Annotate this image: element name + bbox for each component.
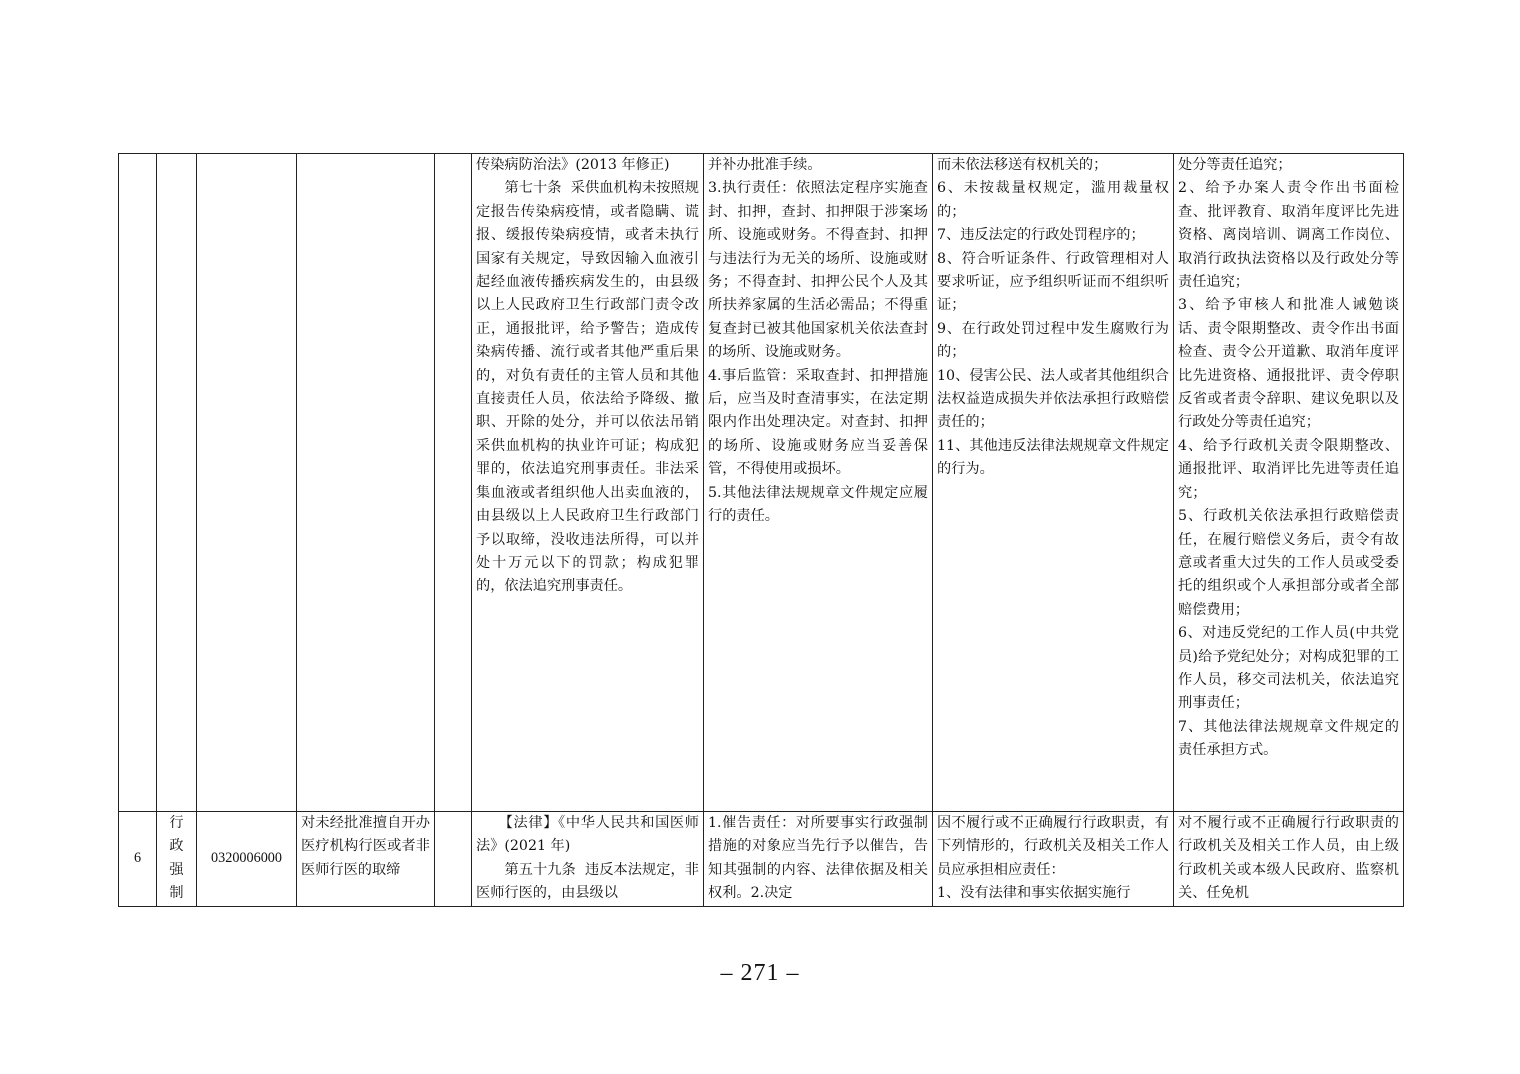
code-cell: 0320006000 <box>197 812 297 907</box>
legal-basis-cell <box>472 812 704 907</box>
duty-cell <box>704 812 933 907</box>
duty-text: 并补办批准手续。 3.执行责任：依照法定程序实施查封、扣押，查封、扣押限于涉案场所、设施或财务。不得查封、扣押与违法行为无关的场所、设施或财务；不得查封、扣押公民个人及其所扶养家属的生活必需品；不得重复查封已被其他国家机关依法查封的场所、设施或财务。 4.事后监管：采取查封、扣押措施后，应当及时查清事实，在法定期限内作出处理决定。对查封、扣押的场所、设施或财务应当妥善保管，不得使用或损坏。 5.其他法律法规规章文件规定应履行的责任。 <box>708 157 928 525</box>
duty-text: 1.催告责任：对所要事实行政强制措施的对象应当先行予以催告，告知其强制的内容、法律依据及相关权利。2.决定 <box>708 815 928 902</box>
item-name-cell <box>297 154 435 812</box>
liability-situation-text: 而未依法移送有权机关的； 6、未按裁量权规定，滥用裁量权的； 7、违反法定的行政处罚程序的； 8、符合听证条件、行政管理相对人要求听证，应予组织听证而不组织听证； 9、在行政处罚过程中发生腐败行为的； 10、侵害公民、法人或者其他组织合法权益造成损失并依法承担行政赔偿责任的； 11、其他违反法律法规规章文件规定的行为。 <box>937 157 1169 478</box>
accountability-cell <box>1174 154 1404 812</box>
legal-basis-cell <box>472 154 704 812</box>
seq-cell: 6 <box>119 812 157 907</box>
legal-basis-text: 【法律】《中华人民共和国医师法》(2021 年) 第五十九条 违反本法规定，非医师行医的，由县级以 <box>476 815 699 902</box>
category-cell <box>157 154 197 812</box>
sub-item-cell <box>435 154 472 812</box>
item-name-text: 对未经批准擅自开办医疗机构行医或者非医师行医的取缔 <box>301 815 430 878</box>
liability-situation-cell <box>933 154 1174 812</box>
responsibility-table <box>118 153 1404 907</box>
liability-situation-text: 因不履行或不正确履行行政职责，有下列情形的，行政机关及相关工作人员应承担相应责任： 1、没有法律和事实依据实施行 <box>937 815 1169 902</box>
item-name-cell <box>297 812 435 907</box>
table-row <box>119 154 1404 812</box>
category-cell <box>157 812 197 907</box>
code-cell <box>197 154 297 812</box>
accountability-cell <box>1174 812 1404 907</box>
duty-cell <box>704 154 933 812</box>
table-row <box>119 812 1404 907</box>
category-text: 行 政 强 制 <box>169 815 184 902</box>
seq-cell <box>119 154 157 812</box>
legal-basis-text: 传染病防治法》(2013 年修正) 第七十条 采供血机构未按照规定报告传染病疫情，或者隐瞒、谎报、缓报传染病疫情，或者未执行国家有关规定，导致因输入血液引起经血液传播疾病发生的，由县级以上人民政府卫生行政部门责令改正，通报批评，给予警告；造成传染病传播、流行或者其他严重后果的，对负有责任的主管人员和其他直接责任人员，依法给予降级、撤职、开除的处分，并可以依法吊销采供血机构的执业许可证；构成犯罪的，依法追究刑事责任。非法采集血液或者组织他人出卖血液的，由县级以上人民政府卫生行政部门予以取缔，没收违法所得，可以并处十万元以下的罚款；构成犯罪的，依法追究刑事责任。 <box>476 157 699 595</box>
liability-situation-cell <box>933 812 1174 907</box>
sub-item-cell <box>435 812 472 907</box>
accountability-text: 对不履行或不正确履行行政职责的行政机关及相关工作人员，由上级行政机关或本级人民政府、监察机关、任免机 <box>1178 815 1399 902</box>
accountability-text: 处分等责任追究； 2、给予办案人责令作出书面检查、批评教育、取消年度评比先进资格、离岗培训、调离工作岗位、取消行政执法资格以及行政处分等责任追究； 3、给予审核人和批准人诫勉谈话、责令限期整改、责令作出书面检查、责令公开道歉、取消年度评比先进资格、通报批评、责令停职反省或者责令辞职、建议免职以及行政处分等责任追究； 4、给予行政机关责令限期整改、通报批评、取消评比先进等责任追究； 5、行政机关依法承担行政赔偿责任，在履行赔偿义务后，责令有故意或者重大过失的工作人员或受委托的组织或个人承担部分或者全部赔偿费用； 6、对违反党纪的工作人员(中共党员)给予党纪处分；对构成犯罪的工作人员，移交司法机关，依法追究刑事责任； 7、其他法律法规规章文件规定的责任承担方式。 <box>1178 157 1399 759</box>
page-number: – 271 – <box>720 960 800 986</box>
